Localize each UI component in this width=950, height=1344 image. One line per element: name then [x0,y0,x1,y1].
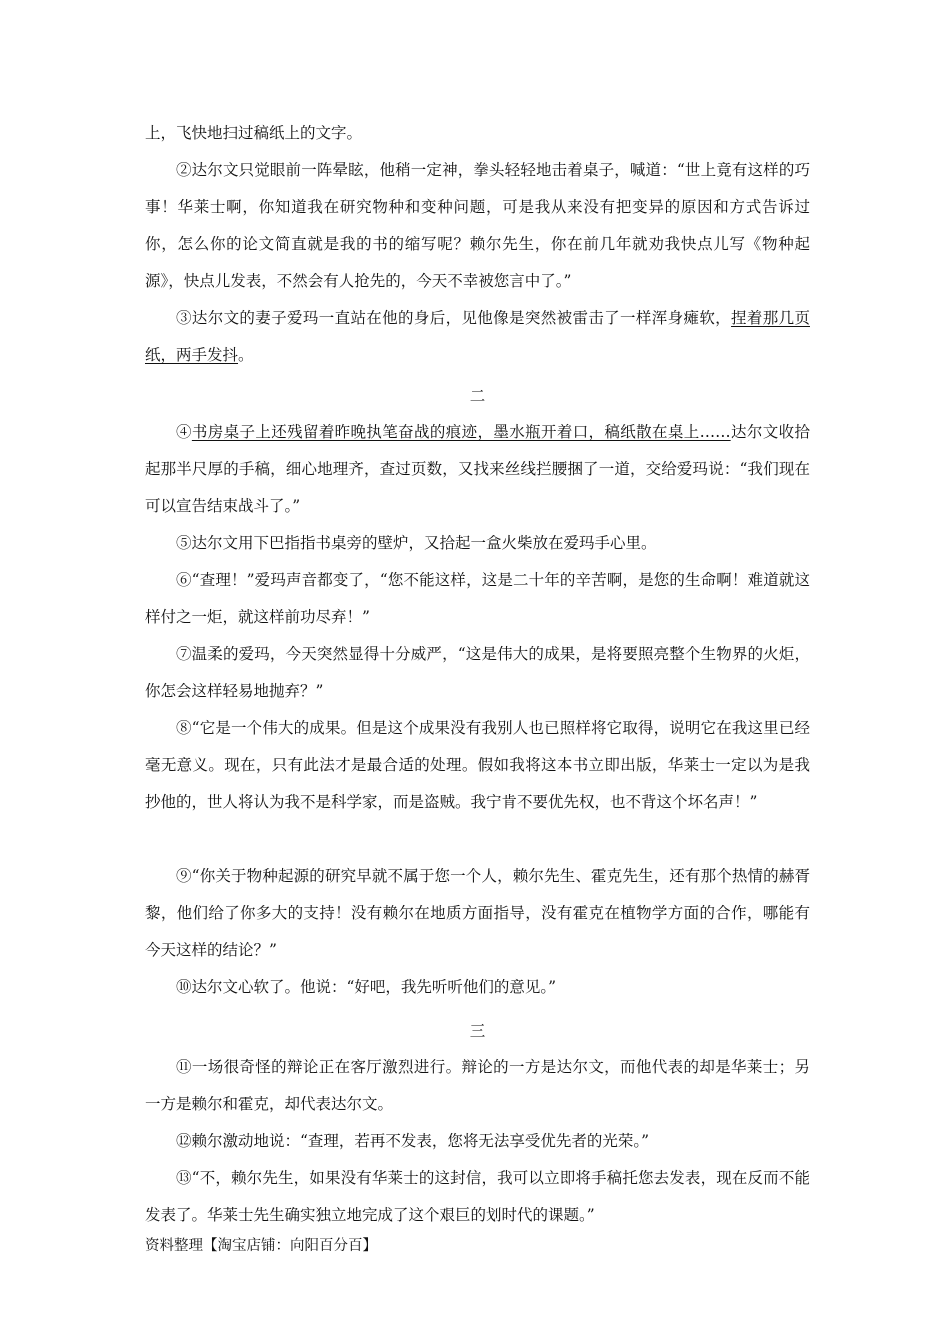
paragraph-3-underlined: 捏着那几页纸，两手发抖 [145,309,810,364]
paragraph-7: ⑦温柔的爱玛，今天突然显得十分威严，“这是伟大的成果，是将要照亮整个生物界的火炬，你怎会这样轻易地抛弃？” [145,645,810,700]
paragraph-2: ②达尔文只觉眼前一阵晕眩，他稍一定神，拳头轻轻地击着桌子，喊道：“世上竟有这样的巧事！华莱士啊，你知道我在研究物种和变种问题，可是我从来没有把变异的原因和方式告诉过你，怎么你的论文简直就是我的书的缩写呢？赖尔先生，你在前几年就劝我快点儿写《物种起源》，快点儿发表，不然会有人抢先的，今天不幸被您言中了。” [145,161,810,290]
paragraph-12: ⑫赖尔激动地说：“查理，若再不发表，您将无法享受优先者的光荣。” [176,1132,650,1150]
paragraph-13: ⑬“不，赖尔先生，如果没有华莱士的这封信，我可以立即将手稿托您去发表，现在反而不能发表了。华莱士先生确实独立地完成了这个艰巨的划时代的课题。” [145,1169,810,1224]
footer-source: 资料整理【淘宝店铺：向阳百分百】 [145,1238,377,1254]
paragraph-6: ⑥“查理！”爱玛声音都变了，“您不能这样，这是二十年的辛苦啊，是您的生命啊！难道就这样付之一炬，就这样前功尽弃！” [145,571,810,626]
paragraph-9: ⑨“你关于物种起源的研究早就不属于您一个人，赖尔先生、霍克先生，还有那个热情的赫胥黎，他们给了你多大的支持！没有赖尔在地质方面指导，没有霍克在植物学方面的合作，哪能有今天这样的结论？” [145,867,810,959]
paragraph-8: ⑧“它是一个伟大的成果。但是这个成果没有我别人也已照样将它取得，说明它在我这里已经毫无意义。现在，只有此法才是最合适的处理。假如我将这本书立即出版，华莱士一定以为是我抄他的，世人将认为我不是科学家，而是盗贼。我宁肯不要优先权，也不背这个坏名声！” [145,719,810,811]
paragraph-10: ⑩达尔文心软了。他说：“好吧，我先听听他们的意见。” [176,978,557,996]
paragraph-11: ⑪一场很奇怪的辩论正在客厅激烈进行。辩论的一方是达尔文，而他代表的却是华莱士；另一方是赖尔和霍克，却代表达尔文。 [145,1058,810,1113]
section-heading-2: 二 [469,387,486,405]
paragraph-3-end: 。 [238,346,254,364]
paragraph-4 [145,414,810,525]
paragraph-continuation: 上，飞快地扫过稿纸上的文字。 [145,124,363,142]
paragraph-3 [145,300,810,374]
paragraph-4-text: 达尔文收拾起那半尺厚的手稿，细心地理齐，查过页数，又找来丝线拦腰捆了一道，交给爱玛说：“我们现在可以宣告结束战斗了。” [145,423,810,515]
paragraph-4-number: ④ [176,423,192,441]
paragraph-4-underlined: 书房桌子上还残留着昨晚执笔奋战的痕迹，墨水瓶开着口，稿纸散在桌上…… [191,423,731,441]
paragraph-3-text: ③达尔文的妻子爱玛一直站在他的身后，见他像是突然被雷击了一样浑身瘫软， [176,309,732,327]
section-heading-3: 三 [469,1022,486,1040]
paragraph-5: ⑤达尔文用下巴指指书桌旁的壁炉，又拾起一盒火柴放在爱玛手心里。 [176,534,657,552]
